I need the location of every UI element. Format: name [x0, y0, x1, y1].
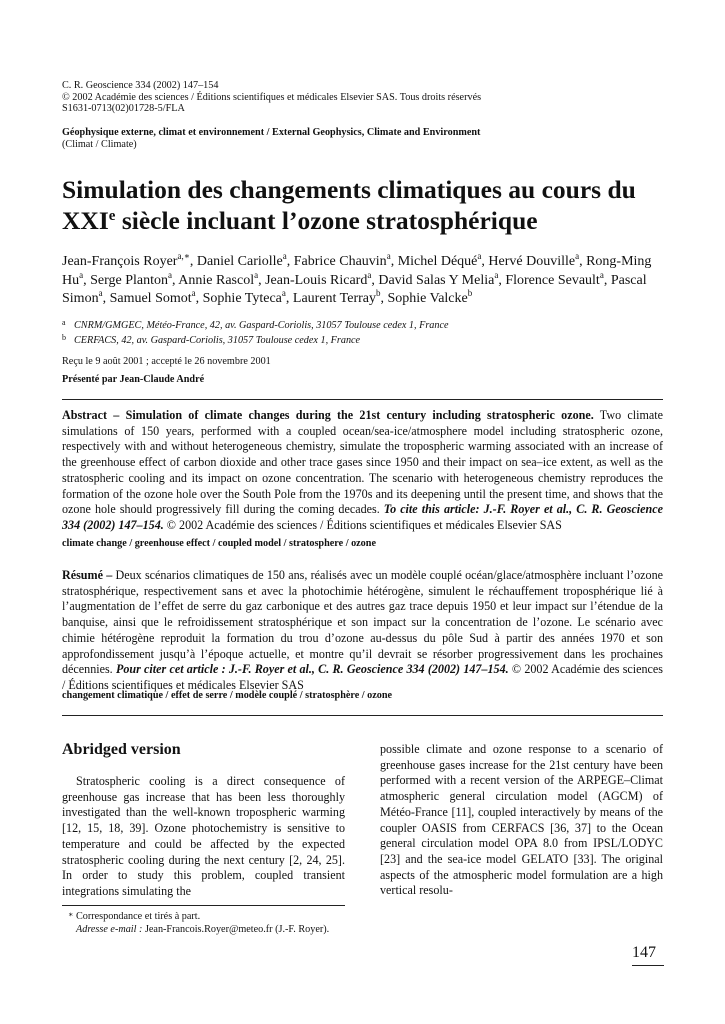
footnote: ∗ Correspondance et tirés à part. Adresse e-mail : Jean-Francois.Royer@meteo.fr (J.-F. Royer).: [68, 910, 330, 935]
email-link[interactable]: Jean-Francois.Royer@meteo.fr (J.-F. Royer).: [142, 923, 330, 935]
page-number-rule: [632, 965, 664, 966]
page-number: 147: [632, 944, 656, 961]
right-column: [380, 742, 663, 899]
left-column-text: Stratospheric cooling is a direct consequence of greenhouse gas increase that has been less thoroughly investigated than the well-known tropospheric warming [12, 15, 18, 39]. Ozone photochemistry is sensitive to temperature and could be affected by the expected stratospheric cooling during the next century [2, 24, 25]. In order to study this problem, coupled transient integrations simulating the: [62, 774, 345, 898]
abridged-heading: Abridged version: [62, 741, 181, 758]
author: Fabrice Chauvin$^a$,: [293, 251, 398, 269]
affiliations: [62, 317, 449, 347]
page-title: [62, 174, 682, 236]
footnote-divider: [62, 905, 345, 906]
title-line-2: XXIe siècle incluant l’ozone stratosphérique: [62, 206, 538, 235]
author: Hervé Douville$^a$,: [488, 251, 587, 269]
keywords-french: changement climatique / effet de serre / modèle couplé / stratosphère / ozone: [62, 690, 393, 701]
author: Annie Rascol$^a$,: [178, 269, 266, 288]
author-list: [62, 253, 672, 309]
author: Jean-Louis Ricard$^a$,: [265, 269, 379, 288]
abstract: Abstract – Simulation of climate changes during the 21st century including stratospheric ozone. Two climate simulations of 150 years, performed with a coupled ocean/sea-ice/atmosphere model including stratospheric ozone, respectively with and without heterogeneous chemistry, simulate the tropospheric warming associated with an increase of the greenhouse effect of carbon dioxide and other trace gases since 1950 and their impact on sea–ice extent, as well as the stratospheric cooling and its impact on ozone concentration. The scenario with heterogeneous chemistry reproduces the formation of the ozone hole over the South Pole from the 1970s and its deepening until the present time, and shows that the ozone hole should progressively fill during the coming decades. To cite this article: J.-F. Royer et al., C. R. Geoscience 334 (2002) 147–154. © 2002 Académie des sciences / Éditions scientifiques et médicales Elsevier SAS: [62, 408, 664, 532]
author: Pascal Simon$^a$,: [62, 272, 647, 306]
affiliation-b: b CERFACS, 42, av. Gaspard-Coriolis, 31057 Toulouse cedex 1, France: [62, 333, 361, 346]
keywords-english: climate change / greenhouse effect / coupled model / stratosphere / ozone: [62, 538, 376, 549]
divider: [62, 399, 663, 400]
author: Jean-François Royer$^{a,∗}$,: [62, 251, 197, 269]
resume: Résumé – Deux scénarios climatiques de 150 ans, réalisés avec un modèle couplé océan/glace/atmosphère incluant l’ozone stratosphérique, respectivement sans et avec la photochimie hétérogène, simulent le réchauffement troposphérique lié à l’augmentation de l’effet de serre du gaz carbonique et des autres gaz trace depuis 1950 et leur impact sur l’étendue de la banquise, ainsi que le refroidissement stratosphérique et son impact sur la concentration de l’ozone. Le scénario avec chimie hétérogène reproduit la formation du trou d’ozone au-dessus du pôle Sud à partir des années 1970 et son approfondissement jusqu’à l’époque actuelle, et montre qu’il devrait se résorber progressivement dans les prochaines décennies. Pour citer cet article : J.-F. Royer et al., C. R. Geoscience 334 (2002) 147–154. © 2002 Académie des sciences / Éditions scientifiques et médicales Elsevier SAS: [62, 568, 664, 692]
affiliation-a: a CNRM/GMGEC, Météo-France, 42, av. Gaspard-Coriolis, 31057 Toulouse cedex 1, France: [62, 318, 449, 331]
divider: [62, 715, 663, 716]
copyright-line: © 2002 Académie des sciences / Éditions scientifiques et médicales Elsevier SAS. Tous droits réservés: [62, 91, 482, 103]
author: Sophie Tyteca$^a$,: [202, 288, 293, 306]
received-dates: Reçu le 9 août 2001 ; accepté le 26 novembre 2001: [62, 356, 271, 367]
title-line-1: Simulation des changements climatiques au cours du: [62, 175, 636, 204]
left-column: [62, 774, 345, 900]
journal-citation: C. R. Geoscience 334 (2002) 147–154: [62, 80, 219, 91]
pii-line: S1631-0713(02)01728-5/FLA: [62, 103, 185, 114]
section-subtitle: (Climat / Climate): [62, 138, 137, 150]
journal-header: [62, 80, 481, 115]
author: Samuel Somot$^a$,: [109, 288, 203, 306]
section-title: Géophysique externe, climat et environnement / External Geophysics, Climate and Environment: [62, 127, 481, 138]
author: Rong-Ming Hu$^a$,: [62, 254, 652, 288]
right-column-text: possible climate and ozone response to a scenario of greenhouse gases increase for the 21st century have been performed with a recent version of the ARPEGE–Climat atmospheric general circulation model (AGCM) of Météo-France [11], coupled interactively by means of the coupler OASIS from CERFACS [36, 37] to the Ocean general circulation model OPA 8.0 from IPSL/LODYC [23] and the sea-ice model GELATO [33]. The original aspects of the atmospheric model formulation are a high vertical resolu-: [380, 742, 663, 898]
author: Michel Déqué$^a$,: [397, 251, 489, 269]
author: Daniel Cariolle$^a$,: [196, 251, 294, 269]
presented-by: Présenté par Jean-Claude André: [62, 374, 205, 385]
author: Serge Planton$^a$,: [90, 269, 179, 288]
author: David Salas Y Melia$^a$,: [378, 269, 506, 288]
author: Laurent Terray$^b$,: [292, 288, 388, 306]
section-heading: [62, 127, 480, 150]
author: Sophie Valcke$^b$: [387, 288, 473, 306]
author: Florence Sevault$^a$,: [505, 269, 611, 288]
